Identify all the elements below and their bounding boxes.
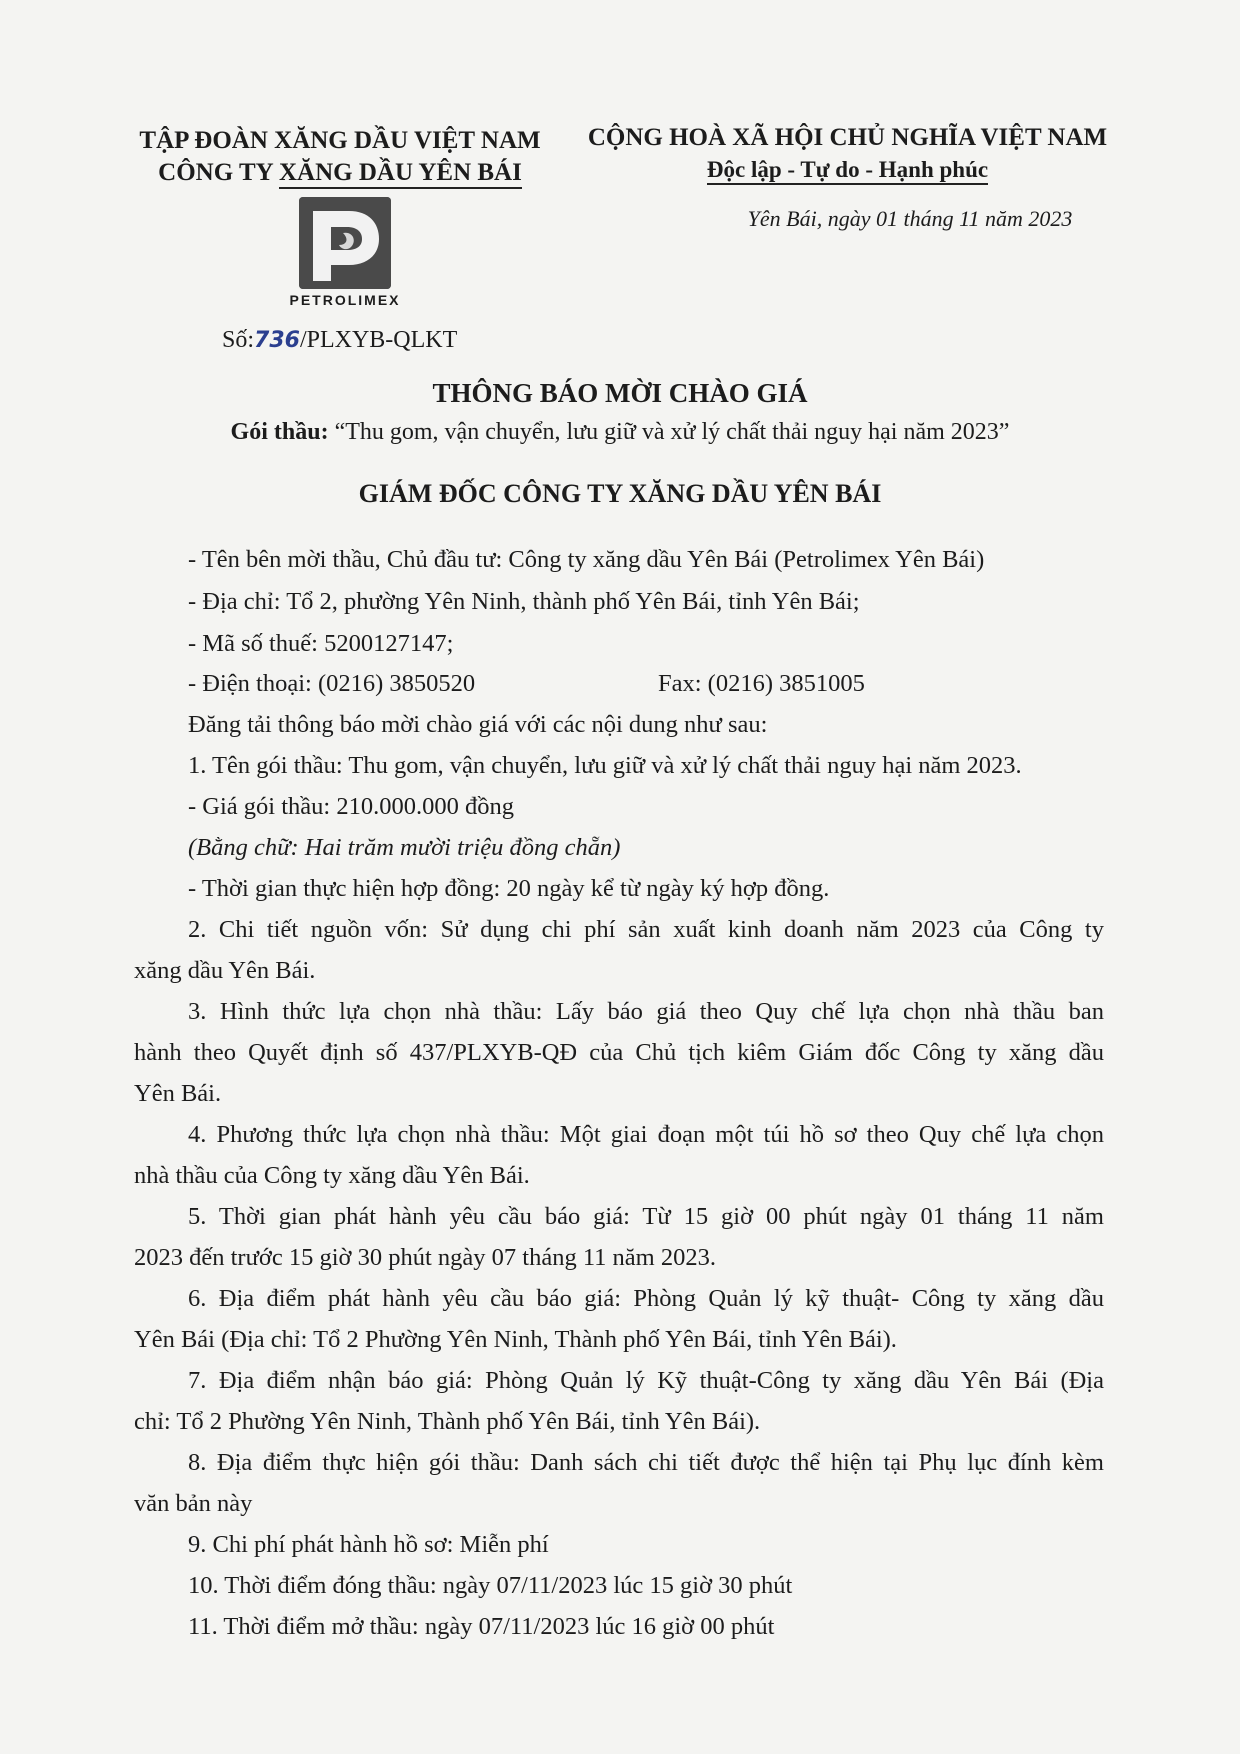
country-name: CỘNG HOÀ XÃ HỘI CHỦ NGHĨA VIỆT NAM <box>587 124 1108 151</box>
item-10: 10. Thời điểm đóng thầu: ngày 07/11/2023 lúc 15 giờ 30 phút <box>188 1572 793 1599</box>
tax-code-line: - Mã số thuế: 5200127147; <box>188 630 454 657</box>
item-4-line-1: 4. Phương thức lựa chọn nhà thầu: Một giai đoạn một túi hồ sơ theo Quy chế lựa chọn <box>188 1121 1104 1148</box>
company-name-underlined: XĂNG DẦU YÊN BÁI <box>279 159 522 189</box>
national-header <box>575 122 1120 186</box>
phone-text: - Điện thoại: (0216) 3850520 <box>188 670 476 697</box>
item-8-line-1: 8. Địa điểm thực hiện gói thầu: Danh sách chi tiết được thể hiện tại Phụ lục đính kèm <box>188 1449 1104 1476</box>
director-heading: GIÁM ĐỐC CÔNG TY XĂNG DẦU YÊN BÁI <box>358 479 882 508</box>
item-3-line-3: Yên Bái. <box>134 1080 222 1107</box>
fax-text: Fax: (0216) 3851005 <box>658 670 865 697</box>
document-number <box>222 327 457 354</box>
document-title: THÔNG BÁO MỜI CHÀO GIÁ <box>432 378 808 408</box>
company-name <box>125 157 555 189</box>
item-9: 9. Chi phí phát hành hồ sơ: Miễn phí <box>188 1531 549 1558</box>
company-name-prefix: CÔNG TY <box>158 159 279 186</box>
national-motto <box>575 154 1120 186</box>
national-motto-text: Độc lập - Tự do - Hạnh phúc <box>707 157 988 185</box>
package-subtitle <box>0 419 1240 446</box>
item-6-line-2: Yên Bái (Địa chỉ: Tổ 2 Phường Yên Ninh, Thành phố Yên Bái, tỉnh Yên Bái). <box>134 1326 897 1353</box>
phone-fax-line <box>188 670 888 698</box>
issue-date: Yên Bái, ngày 01 tháng 11 năm 2023 <box>747 206 1073 231</box>
item-5-line-2: 2023 đến trước 15 giờ 30 phút ngày 07 tháng 11 năm 2023. <box>134 1244 716 1271</box>
item-3-line-1: 3. Hình thức lựa chọn nhà thầu: Lấy báo giá theo Quy chế lựa chọn nhà thầu ban <box>188 998 1104 1025</box>
package-price: - Giá gói thầu: 210.000.000 đồng <box>188 793 514 820</box>
intro-line: Đăng tải thông báo mời chào giá với các nội dung như sau: <box>188 711 768 738</box>
package-name: “Thu gom, vận chuyển, lưu giữ và xử lý chất thải nguy hại năm 2023” <box>328 419 1010 445</box>
address-line: - Địa chỉ: Tổ 2, phường Yên Ninh, thành phố Yên Bái, tỉnh Yên Bái; <box>188 588 860 615</box>
item-2-line-2: xăng dầu Yên Bái. <box>134 957 316 984</box>
document-number-prefix: Số: <box>222 327 255 353</box>
item-4-line-2: nhà thầu của Công ty xăng dầu Yên Bái. <box>134 1162 530 1189</box>
item-8-line-2: văn bản này <box>134 1490 253 1517</box>
item-7-line-2: chỉ: Tổ 2 Phường Yên Ninh, Thành phố Yên Bái, tỉnh Yên Bái). <box>134 1408 761 1435</box>
document-number-suffix: /PLXYB-QLKT <box>299 327 458 353</box>
item-7-line-1: 7. Địa điểm nhận báo giá: Phòng Quản lý Kỹ thuật-Công ty xăng dầu Yên Bái (Địa <box>188 1367 1104 1394</box>
item-6-line-1: 6. Địa điểm phát hành yêu cầu báo giá: Phòng Quản lý kỹ thuật- Công ty xăng dầu <box>188 1285 1104 1312</box>
item-1: 1. Tên gói thầu: Thu gom, vận chuyển, lưu giữ và xử lý chất thải nguy hại năm 2023. <box>188 752 1022 779</box>
issuer-header <box>125 125 555 189</box>
parent-organization: TẬP ĐOÀN XĂNG DẦU VIỆT NAM <box>139 127 541 154</box>
package-price-words: (Bằng chữ: Hai trăm mười triệu đồng chẵn) <box>188 834 621 861</box>
item-5-line-1: 5. Thời gian phát hành yêu cầu báo giá: Từ 15 giờ 00 phút ngày 01 tháng 11 năm <box>188 1203 1104 1230</box>
item-3-line-2: hành theo Quyết định số 437/PLXYB-QĐ của Chủ tịch kiêm Giám đốc Công ty xăng dầu <box>134 1039 1104 1066</box>
document-number-handwritten: 736 <box>254 328 300 353</box>
contract-duration: - Thời gian thực hiện hợp đồng: 20 ngày kể từ ngày ký hợp đồng. <box>188 875 830 902</box>
petrolimex-logo-icon <box>299 197 391 289</box>
logo-wordmark: PETROLIMEX <box>289 292 401 308</box>
item-2-line-1: 2. Chi tiết nguồn vốn: Sử dụng chi phí sản xuất kinh doanh năm 2023 của Công ty <box>188 916 1104 943</box>
item-11: 11. Thời điểm mở thầu: ngày 07/11/2023 lúc 16 giờ 00 phút <box>188 1613 775 1640</box>
owner-line: - Tên bên mời thầu, Chủ đầu tư: Công ty xăng dầu Yên Bái (Petrolimex Yên Bái) <box>188 546 985 573</box>
package-label: Gói thầu: <box>230 419 329 445</box>
